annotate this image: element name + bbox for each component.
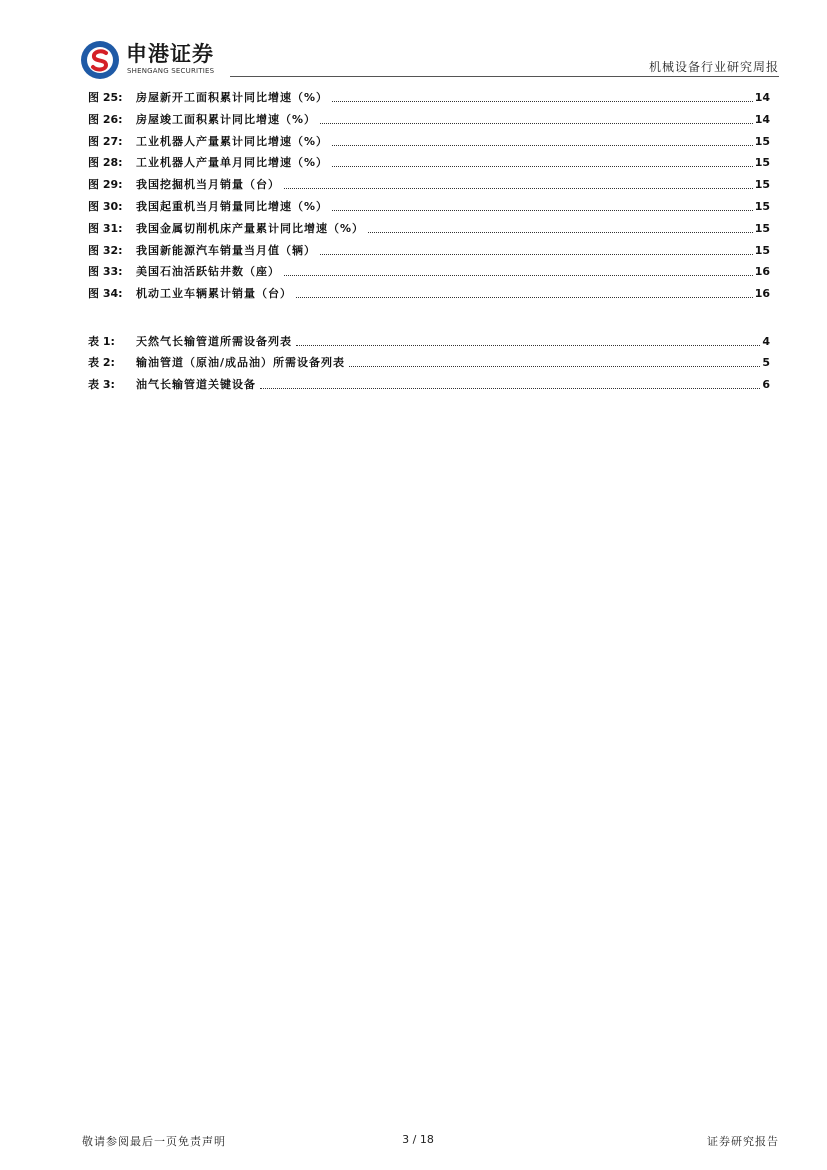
toc-entry-title: 房屋新开工面积累计同比增速（%）	[136, 91, 329, 104]
toc-dot-leader	[320, 254, 753, 255]
toc-figure-entry[interactable]	[88, 109, 770, 127]
toc-figure-entry[interactable]	[88, 261, 770, 279]
toc-dot-leader	[260, 388, 760, 389]
toc-figure-entry[interactable]	[88, 152, 770, 170]
toc-entry-title: 房屋竣工面积累计同比增速（%）	[136, 113, 317, 126]
toc-dot-leader	[332, 166, 753, 167]
footer-disclaimer: 敬请参阅最后一页免责声明	[82, 1135, 226, 1148]
toc-entry-page: 14	[754, 91, 770, 104]
toc-entry-page: 16	[754, 265, 770, 278]
toc-figure-entry[interactable]	[88, 283, 770, 301]
toc-figure-entry[interactable]	[88, 87, 770, 105]
toc-entry-title: 我国挖掘机当月销量（台）	[136, 178, 280, 191]
toc-dot-leader	[296, 297, 753, 298]
toc-dot-leader	[284, 275, 753, 276]
toc-entry-label: 图 26:	[88, 113, 123, 126]
toc-table-entry[interactable]	[88, 374, 770, 392]
brand-name-cn: 申港证券	[126, 42, 214, 66]
brand-name-en: SHENGANG SECURITIES	[127, 67, 215, 75]
toc-dot-leader	[284, 188, 753, 189]
toc-entry-label: 图 25:	[88, 91, 123, 104]
toc-entry-title: 我国新能源汽车销量当月值（辆）	[136, 244, 316, 257]
toc-dot-leader	[332, 101, 753, 102]
toc-entry-label: 图 32:	[88, 244, 123, 257]
page-header	[0, 0, 827, 80]
toc-entry-title: 输油管道（原油/成品油）所需设备列表	[136, 356, 346, 369]
toc-figure-entry[interactable]	[88, 218, 770, 236]
toc-entry-label: 表 1:	[88, 335, 115, 348]
footer-report-category: 证券研究报告	[707, 1135, 779, 1148]
toc-entry-title: 我国起重机当月销量同比增速（%）	[136, 200, 329, 213]
toc-entry-label: 图 29:	[88, 178, 123, 191]
toc-entry-title: 美国石油活跃钻井数（座）	[136, 265, 280, 278]
toc-entry-label: 图 33:	[88, 265, 123, 278]
toc-figure-entry[interactable]	[88, 196, 770, 214]
toc-entry-title: 我国金属切削机床产量累计同比增速（%）	[136, 222, 365, 235]
toc-entry-label: 图 30:	[88, 200, 123, 213]
toc-dot-leader	[320, 123, 753, 124]
toc-entry-title: 天然气长输管道所需设备列表	[136, 335, 292, 348]
toc-figure-entry[interactable]	[88, 240, 770, 258]
toc-figure-entry[interactable]	[88, 131, 770, 149]
toc-entry-page: 14	[754, 113, 770, 126]
toc-table-entry[interactable]	[88, 331, 770, 349]
toc-entry-page: 15	[754, 135, 770, 148]
shengang-logo-icon	[80, 40, 120, 80]
header-divider	[230, 76, 779, 77]
toc-entry-page: 15	[754, 178, 770, 191]
toc-entry-label: 图 27:	[88, 135, 123, 148]
toc-entry-label: 表 2:	[88, 356, 115, 369]
toc-entry-title: 油气长输管道关键设备	[136, 378, 256, 391]
toc-entry-title: 机动工业车辆累计销量（台）	[136, 287, 292, 300]
toc-figure-entry[interactable]	[88, 174, 770, 192]
toc-dot-leader	[296, 345, 760, 346]
page-number: 3 / 18	[402, 1133, 434, 1146]
report-type-title: 机械设备行业研究周报	[648, 60, 779, 74]
toc-entry-label: 图 34:	[88, 287, 123, 300]
toc-entry-title: 工业机器人产量累计同比增速（%）	[136, 135, 329, 148]
toc-entry-label: 图 28:	[88, 156, 123, 169]
toc-entry-page: 15	[754, 244, 770, 257]
page-footer	[0, 1128, 827, 1158]
toc-dot-leader	[349, 366, 760, 367]
toc-dot-leader	[368, 232, 753, 233]
toc-entry-page: 4	[762, 335, 770, 348]
toc-entry-title: 工业机器人产量单月同比增速（%）	[136, 156, 329, 169]
toc-entry-page: 6	[762, 378, 770, 391]
toc-entry-page: 15	[754, 156, 770, 169]
toc-entry-page: 5	[762, 356, 770, 369]
toc-entry-page: 15	[754, 222, 770, 235]
toc-entry-label: 表 3:	[88, 378, 115, 391]
toc-dot-leader	[332, 145, 753, 146]
toc-entry-page: 16	[754, 287, 770, 300]
toc-entry-label: 图 31:	[88, 222, 123, 235]
toc-entry-page: 15	[754, 200, 770, 213]
toc-table-entry[interactable]	[88, 352, 770, 370]
toc-dot-leader	[332, 210, 753, 211]
